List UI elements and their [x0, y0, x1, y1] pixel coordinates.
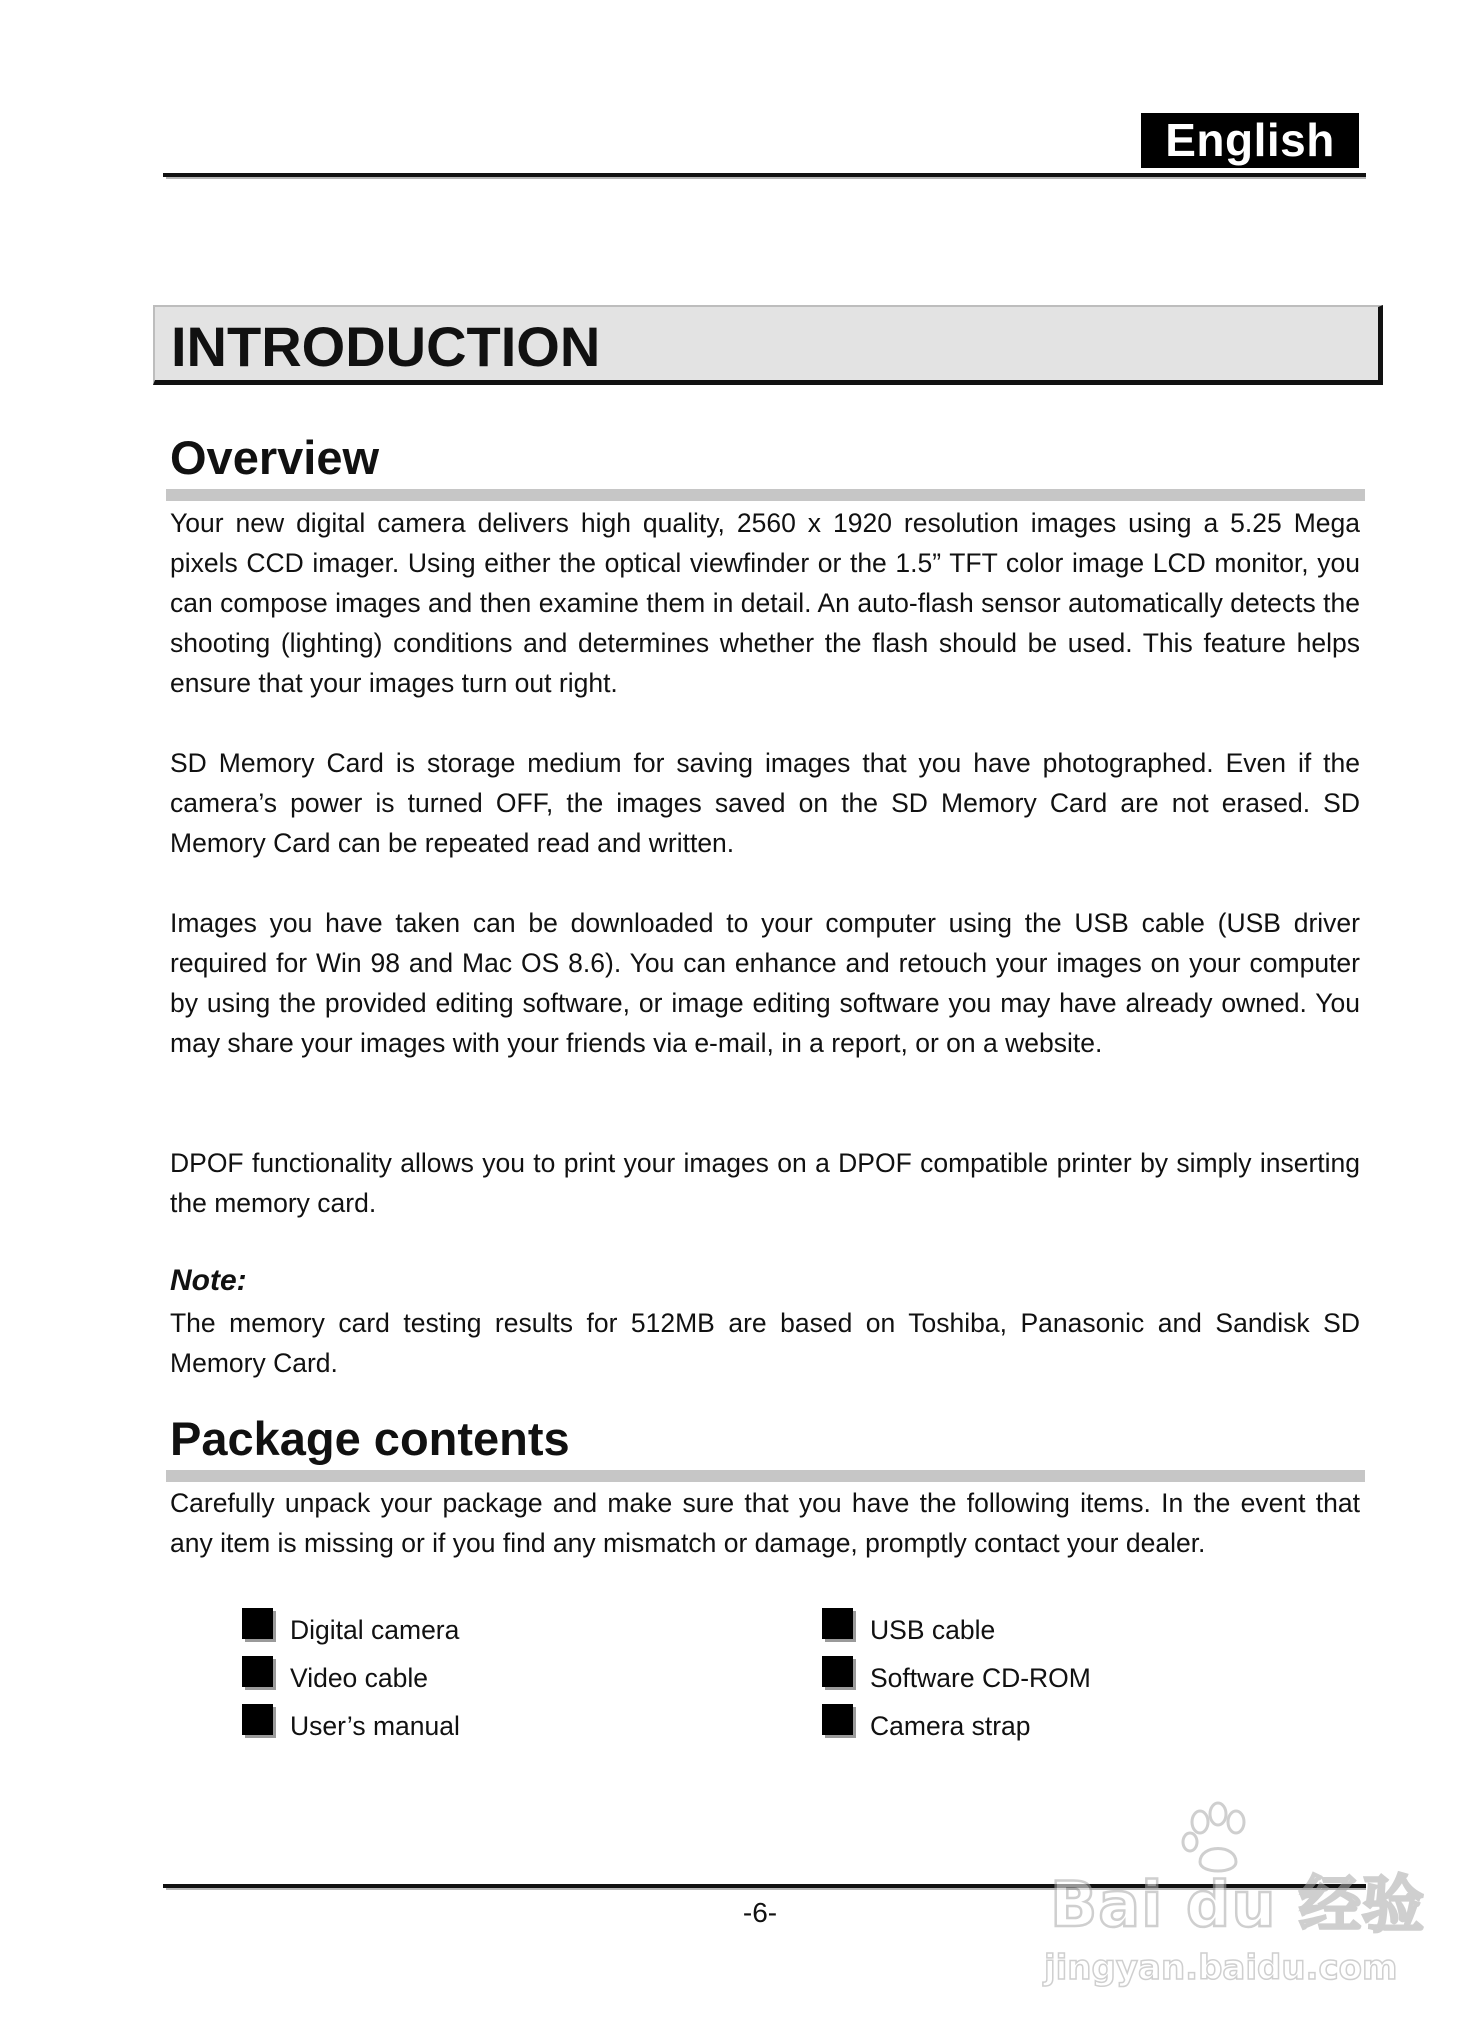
package-item-label: Software CD-ROM [870, 1663, 1091, 1693]
package-item-label: Video cable [290, 1663, 429, 1693]
package-item-label: User’s manual [290, 1711, 460, 1741]
package-item-video-cable [242, 1658, 428, 1698]
square-bullet-icon [242, 1608, 273, 1639]
square-bullet-icon [242, 1656, 273, 1687]
package-item-label: Digital camera [290, 1615, 460, 1645]
overview-paragraph-4: DPOF functionality allows you to print your images on a DPOF compatible printer by simply inserting the memory card. [170, 1148, 1360, 1218]
package-item-camera-strap [822, 1706, 1031, 1746]
package-item-label: Camera strap [870, 1711, 1031, 1741]
note-text: The memory card testing results for 512MB are based on Toshiba, Panasonic and Sandisk SD Memory Card. [170, 1308, 1360, 1378]
overview-paragraph-3: Images you have taken can be downloaded to your computer using the USB cable (USB driver required for Win 98 and Mac OS 8.6). You can enhance and retouch your images on your computer by using the provided editing software, or image editing software you may have already owned. You may share your images with your friends via e-mail, in a report, or on a website. [170, 908, 1360, 1058]
package-contents-heading: Package contents [170, 1412, 570, 1465]
header-rule-shadow [166, 177, 1366, 179]
overview-heading-bar [166, 489, 1365, 501]
language-tag: English [1141, 113, 1359, 168]
chapter-title-box [153, 305, 1383, 385]
package-intro: Carefully unpack your package and make sure that you have the following items. In the event that any item is missing or if you find any mismatch or damage, promptly contact your dealer. [170, 1488, 1360, 1558]
square-bullet-icon [822, 1656, 853, 1687]
chapter-title: INTRODUCTION [171, 315, 601, 378]
square-bullet-icon [822, 1704, 853, 1735]
overview-paragraph-2: SD Memory Card is storage medium for saving images that you have photographed. Even if the camera’s power is turned OFF, the images saved on the SD Memory Card are not erased. SD Memory Card can be repeated read and written. [170, 748, 1360, 858]
page-number: -6- [742, 1897, 778, 1928]
square-bullet-icon [242, 1704, 273, 1735]
baidu-watermark [1030, 1800, 1430, 2020]
overview-paragraph-1: Your new digital camera delivers high quality, 2560 x 1920 resolution images using a 5.25 Mega pixels CCD imager. Using either the optical viewfinder or the 1.5” TFT color image LCD monitor, you can compose images and then examine them in detail. An auto-flash sensor automatically detects the shooting (lighting) conditions and determines whether the flash should be used. This feature helps ensure that your images turn out right. [170, 508, 1360, 698]
package-item-usb-cable [822, 1610, 995, 1650]
package-item-users-manual [242, 1706, 460, 1746]
package-item-digital-camera [242, 1610, 459, 1650]
square-bullet-icon [822, 1608, 853, 1639]
package-contents-heading-bar [166, 1470, 1365, 1482]
package-item-label: USB cable [870, 1615, 996, 1645]
note-label: Note: [170, 1264, 247, 1297]
watermark-brand: Bai du 经验 [1050, 1868, 1426, 1941]
package-item-software-cd-rom [822, 1658, 1091, 1698]
overview-heading: Overview [170, 431, 380, 484]
watermark-url: jingyan.baidu.com [1044, 1948, 1398, 1988]
